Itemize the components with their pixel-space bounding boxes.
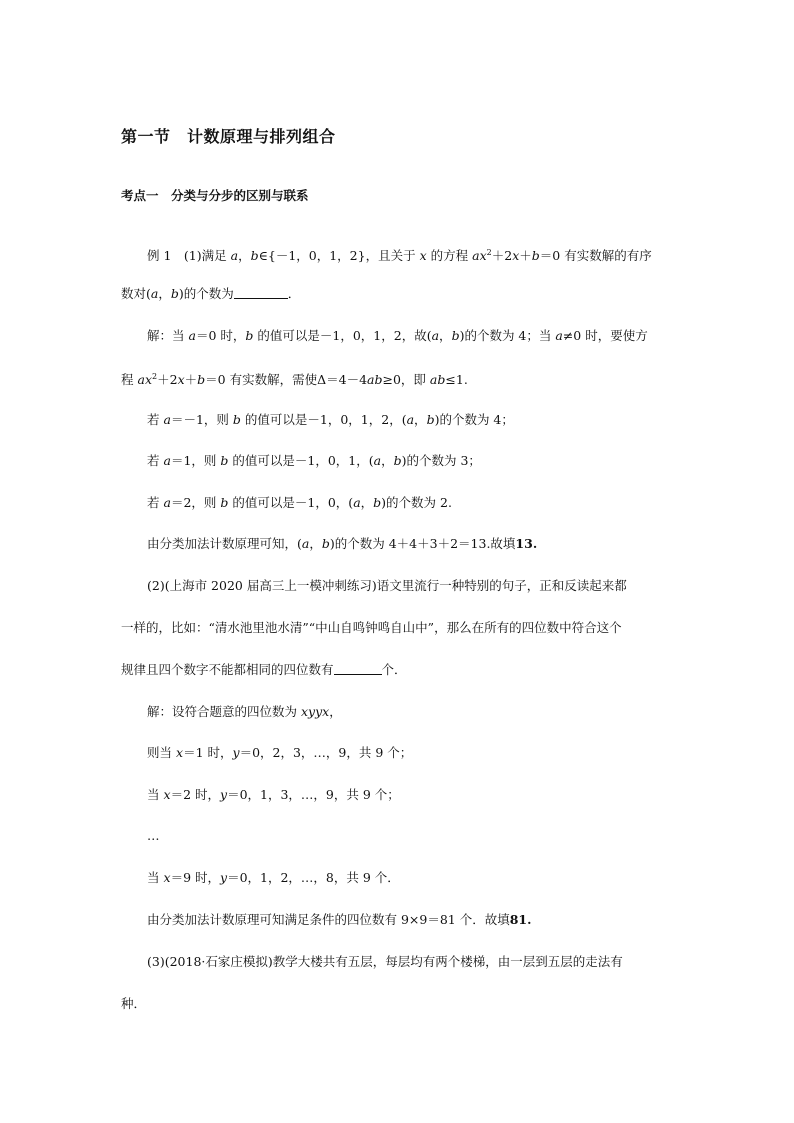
ex2-solution-dots: … <box>147 828 160 843</box>
ex1-solution-line4: 若 a＝1，则 b 的值可以是－1，0，1，(a，b)的个数为 3； <box>147 453 481 468</box>
ex1-solution-line6: 由分类加法计数原理可知，(a，b)的个数为 4＋4＋3＋2＝13.故填13. <box>147 536 538 551</box>
ex2-question-line1: (2)(上海市 2020 届高三上一模冲刺练习)语文里流行一种特别的句子，正和反读起来都 <box>147 578 627 593</box>
ex1-solution-line5: 若 a＝2，则 b 的值可以是－1，0，(a，b)的个数为 2. <box>147 495 452 510</box>
ex2-solution-line2: 则当 x＝1 时，y＝0，2，3，…，9，共 9 个； <box>147 745 413 760</box>
ex2-question-line3: 规律且四个数字不能都相同的四位数有 个． <box>121 662 407 677</box>
subsection-title: 考点一 分类与分步的区别与联系 <box>121 188 309 203</box>
ex2-solution-line3: 当 x＝2 时，y＝0，1，3，…，9，共 9 个； <box>147 787 400 802</box>
ex3-question-line2: 种． <box>121 996 147 1011</box>
answer-blank <box>234 286 288 299</box>
ex1-question-line2: 数对(a，b)的个数为 ． <box>121 286 301 301</box>
section-title: 第一节 计数原理与排列组合 <box>121 127 336 146</box>
ex3-question-line1: (3)(2018·石家庄模拟)教学大楼共有五层，每层均有两个楼梯，由一层到五层的走法有 <box>147 954 623 969</box>
ex2-question-line2: 一样的，比如：“清水池里池水清”“中山自鸣钟鸣自山中”，那么在所有的四位数中符合这个 <box>121 620 622 635</box>
ex2-solution-line1: 解：设符合题意的四位数为 xyyx， <box>147 704 342 719</box>
ex1-solution-line2: 程 $ax^2+2x+b=0$ 有实数解，需使Δ＝4－4ab≥0，即 ab≤1. <box>121 372 468 388</box>
ex2-solution-line5: 当 x＝9 时，y＝0，1，2，…，8，共 9 个． <box>147 870 400 885</box>
ex1-solution-line3: 若 a＝－1，则 b 的值可以是－1，0，1，2，(a，b)的个数为 4； <box>147 412 514 427</box>
ex1-solution-line1: 解：当 a＝0 时，b 的值可以是－1，0，1，2，故(a，b)的个数为 4；当 a≠0 时，要使方 <box>147 328 648 343</box>
answer-blank <box>334 662 382 675</box>
ex2-solution-line6: 由分类加法计数原理可知满足条件的四位数有 9×9＝81 个．故填81. <box>147 912 532 927</box>
ex1-question-line1: 例 1 (1)满足 a，b∈{－1，0，1，2}，且关于 x 的方程 $ax^2+2x+b=0$ 有实数解的有序 <box>147 248 652 264</box>
